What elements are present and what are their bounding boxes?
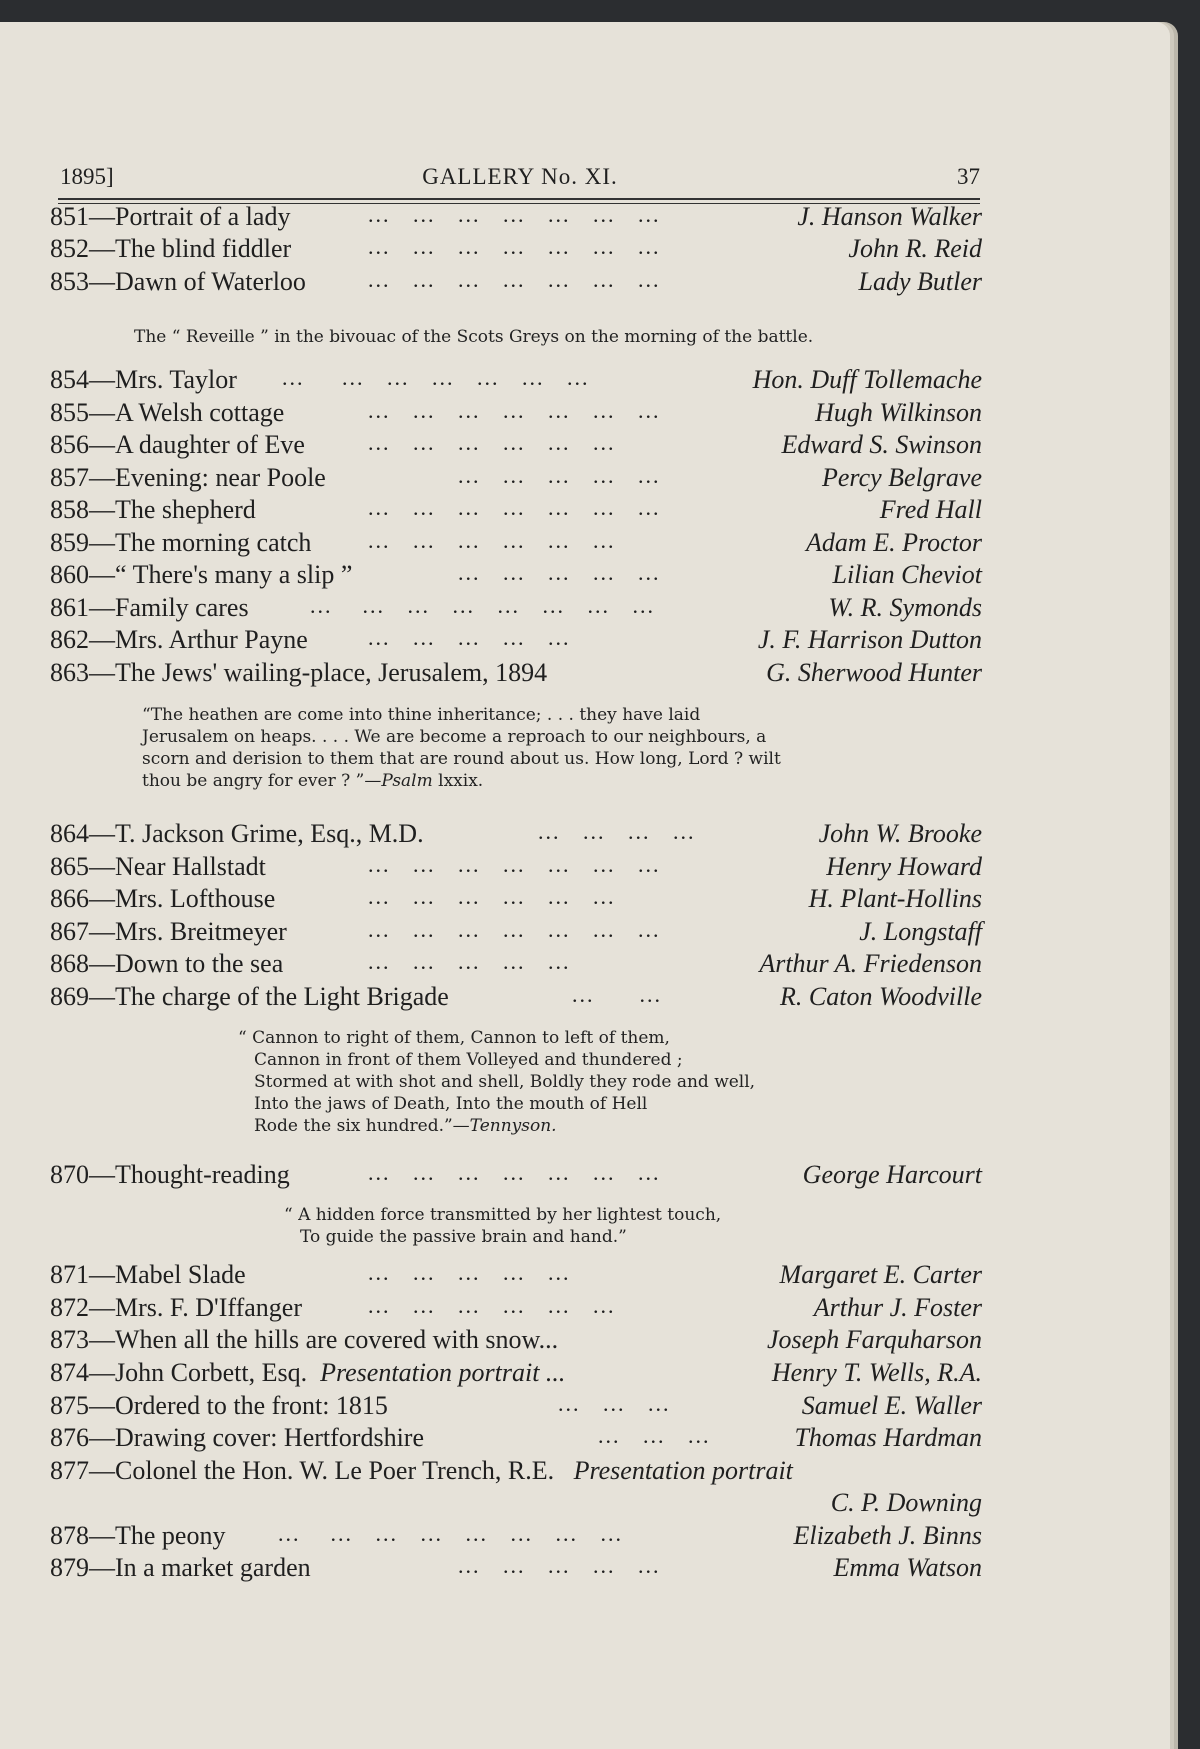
quote-line: Stormed at with shot and shell, Boldly they rode and well, (254, 1072, 756, 1092)
leader-dots: ... ... ... ... ... (368, 625, 571, 650)
entry-artist: J. F. Harrison Dutton (757, 625, 982, 654)
entry-artist: H. Plant-Hollins (808, 884, 982, 913)
leader-dots: ... ... ... (558, 1391, 671, 1416)
entry-artist: Arthur A. Friedenson (759, 949, 982, 978)
entry-artist: Fred Hall (879, 495, 982, 524)
entry-title: —Down to the sea (89, 949, 284, 978)
entry-title: —When all the hills are covered with snow... (89, 1325, 559, 1354)
entry-title: —Evening: near Poole (89, 463, 326, 492)
catalogue-entry (50, 852, 982, 884)
entry-title: —The morning catch (89, 528, 312, 557)
entry-artist: Adam E. Proctor (806, 528, 982, 557)
entry-number: 864 (50, 819, 89, 848)
catalogue-entry (50, 884, 982, 916)
leader-dots: ... ... ... ... ... (368, 949, 571, 974)
header-rule (58, 198, 980, 200)
catalogue-entry (50, 917, 982, 949)
entry-title: —Mrs. Lofthouse (89, 884, 276, 913)
catalogue-entry (50, 658, 982, 690)
entry-number: 853 (50, 267, 89, 296)
entry-artist: Henry Howard (826, 852, 982, 881)
catalogue-entry (50, 430, 982, 462)
entry-number: 871 (50, 1260, 89, 1289)
leader-dots: ... ... ... (598, 1423, 711, 1448)
entry-artist: J. Hanson Walker (797, 202, 982, 231)
entry-artist: Thomas Hardman (794, 1423, 982, 1452)
catalogue-page (0, 22, 1170, 1749)
leader-dots: ... ... ... ... ... ... ... (368, 398, 661, 423)
entry-artist: Joseph Farquharson (767, 1325, 982, 1354)
entry-artist: Percy Belgrave (822, 463, 982, 492)
entry-number: 856 (50, 430, 89, 459)
catalogue-entry-continued (50, 1488, 982, 1520)
leader-dots: ... ... ... ... ... (458, 1553, 661, 1578)
catalogue-entry (50, 365, 982, 397)
entry-title: —In a market garden (89, 1553, 311, 1582)
entry-number: 865 (50, 852, 89, 881)
entry-artist: Lady Butler (858, 267, 982, 296)
entry-title: —Mabel Slade (89, 1260, 246, 1289)
leader-dots: ... ... ... ... ... ... ... (282, 365, 590, 390)
entry-artist: W. R. Symonds (828, 593, 982, 622)
entry-number: 877 (50, 1456, 89, 1485)
entry-number: 851 (50, 202, 89, 231)
entry-title: —The shepherd (89, 495, 256, 524)
leader-dots: ... ... ... ... ... ... ... (368, 234, 661, 259)
leader-dots: ... ... ... ... ... ... ... (368, 917, 661, 942)
entry-artist: John W. Brooke (818, 819, 982, 848)
entry-quotation (142, 704, 781, 792)
entry-number: 863 (50, 658, 89, 687)
quote-line: thou be angry for ever ? ”—Psalm lxxix. (142, 771, 484, 791)
entry-artist: Hon. Duff Tollemache (752, 365, 982, 394)
catalogue-entry (50, 1325, 982, 1357)
catalogue-entry (50, 1293, 982, 1325)
quote-line: Jerusalem on heaps. . . . We are become a reproach to our neighbours, a (142, 727, 767, 747)
catalogue-entry (50, 1391, 982, 1423)
catalogue-entry (50, 1553, 982, 1585)
entry-title: —Near Hallstadt (89, 852, 266, 881)
entry-title: —A daughter of Eve (89, 430, 305, 459)
leader-dots: ... ... ... ... ... (368, 1260, 571, 1285)
entry-title: —Thought-reading (89, 1160, 290, 1189)
header-title: GALLERY No. XI. (422, 164, 618, 189)
entry-number: 860 (50, 560, 89, 589)
entry-title: —The peony (89, 1521, 226, 1550)
entry-artist: J. Longstaff (859, 917, 982, 946)
leader-dots: ... ... ... ... ... ... ... (368, 267, 661, 292)
entry-title: —The blind fiddler (89, 234, 292, 263)
entry-title: —Mrs. Breitmeyer (89, 917, 287, 946)
catalogue-entry (50, 1358, 982, 1390)
catalogue-entry (50, 593, 982, 625)
entry-number: 878 (50, 1521, 89, 1550)
entry-title: —The charge of the Light Brigade (89, 982, 449, 1011)
leader-dots: ... ... ... ... ... ... ... (368, 495, 661, 520)
leader-dots: ... ... (572, 982, 662, 1007)
entry-number: 869 (50, 982, 89, 1011)
quote-line: “ Cannon to right of them, Cannon to left of them, (238, 1028, 670, 1048)
entry-number: 855 (50, 398, 89, 427)
entry-quotation (284, 1204, 721, 1248)
entry-number: 858 (50, 495, 89, 524)
catalogue-entry (50, 267, 982, 299)
entry-title: —A Welsh cottage (89, 398, 285, 427)
entry-number: 859 (50, 528, 89, 557)
catalogue-entry (50, 949, 982, 981)
entry-number: 868 (50, 949, 89, 978)
entry-note: The “ Reveille ” in the bivouac of the Scots Greys on the morning of the battle. (134, 327, 814, 347)
entry-title: —Mrs. Arthur Payne (89, 625, 308, 654)
quote-line: Rode the six hundred.”—Tennyson. (254, 1116, 557, 1136)
entry-number: 870 (50, 1160, 89, 1189)
entry-title: —Mrs. Taylor (89, 365, 237, 394)
entry-artist: Margaret E. Carter (779, 1260, 982, 1289)
catalogue-entry (50, 528, 982, 560)
entry-number: 866 (50, 884, 89, 913)
quote-line: Into the jaws of Death, Into the mouth of Hell (254, 1094, 648, 1114)
entry-title: —Portrait of a lady (89, 202, 291, 231)
catalogue-entry (50, 1521, 982, 1553)
leader-dots: ... ... ... ... ... ... (368, 884, 616, 909)
entry-title: —Dawn of Waterloo (89, 267, 306, 296)
entry-number: 875 (50, 1391, 89, 1420)
entry-number: 852 (50, 234, 89, 263)
entry-qualifier: Presentation portrait (573, 1456, 793, 1485)
entry-artist: Hugh Wilkinson (815, 398, 982, 427)
leader-dots: ... ... ... ... (538, 819, 696, 844)
quote-reference: lxxix. (438, 771, 484, 791)
catalogue-entry (50, 495, 982, 527)
entry-qualifier: Presentation portrait ... (320, 1358, 566, 1387)
catalogue-entry (50, 819, 982, 851)
entry-number: 873 (50, 1325, 89, 1354)
entry-artist: R. Caton Woodville (780, 982, 982, 1011)
catalogue-entry (50, 463, 982, 495)
catalogue-entry (50, 234, 982, 266)
catalogue-entry (50, 202, 982, 234)
entry-number: 872 (50, 1293, 89, 1322)
catalogue-entry (50, 1160, 982, 1192)
entry-title: —T. Jackson Grime, Esq., M.D. (89, 819, 424, 848)
quote-line: scorn and derision to them that are round about us. How long, Lord ? wilt (142, 749, 781, 769)
entry-artist: Elizabeth J. Binns (793, 1521, 982, 1550)
entry-artist: George Harcourt (802, 1160, 982, 1189)
catalogue-entry (50, 560, 982, 592)
entry-title: —Colonel the Hon. W. Le Poer Trench, R.E. (89, 1456, 555, 1485)
quote-line: To guide the passive brain and hand.” (300, 1227, 627, 1247)
catalogue-entry (50, 398, 982, 430)
catalogue-entry (50, 1456, 982, 1488)
leader-dots: ... ... ... ... ... ... ... (368, 852, 661, 877)
leader-dots: ... ... ... ... ... ... ... (368, 1160, 661, 1185)
leader-dots: ... ... ... ... ... ... ... (368, 202, 661, 227)
leader-dots: ... ... ... ... ... ... (368, 1293, 616, 1318)
entry-number: 876 (50, 1423, 89, 1452)
entry-artist: C. P. Downing (830, 1488, 982, 1517)
quote-line: Cannon in front of them Volleyed and thundered ; (254, 1050, 683, 1070)
entry-title: —The Jews' wailing-place, Jerusalem, 1894 (89, 658, 548, 687)
entry-quotation (238, 1027, 755, 1137)
entry-artist: Lilian Cheviot (832, 560, 982, 589)
entry-number: 874 (50, 1358, 89, 1387)
entry-artist: Henry T. Wells, R.A. (771, 1358, 982, 1387)
page-number: 37 (957, 164, 980, 189)
entry-title: —Mrs. F. D'Iffanger (89, 1293, 302, 1322)
entry-title: —Drawing cover: Hertfordshire (89, 1423, 424, 1452)
entry-title: —Ordered to the front: 1815 (89, 1391, 388, 1420)
catalogue-entry (50, 625, 982, 657)
quote-source: Psalm (381, 771, 433, 791)
leader-dots: ... ... ... ... ... ... (368, 528, 616, 553)
entry-artist: Samuel E. Waller (801, 1391, 982, 1420)
entry-artist: Edward S. Swinson (781, 430, 982, 459)
entry-artist: G. Sherwood Hunter (766, 658, 982, 687)
running-header (60, 164, 980, 200)
entry-artist: Arthur J. Foster (813, 1293, 982, 1322)
leader-dots: ... ... ... ... ... (458, 463, 661, 488)
catalogue-entry (50, 1260, 982, 1292)
leader-dots: ... ... ... ... ... ... ... ... (278, 1521, 623, 1546)
catalogue-entry (50, 982, 982, 1014)
entry-number: 879 (50, 1553, 89, 1582)
quote-line: “ A hidden force transmitted by her lightest touch, (284, 1205, 722, 1225)
entry-title: —Family cares (89, 593, 249, 622)
entry-title: —John Corbett, Esq. (89, 1358, 308, 1387)
entry-artist: John R. Reid (848, 234, 982, 263)
entry-artist: Emma Watson (833, 1553, 982, 1582)
entry-number: 867 (50, 917, 89, 946)
entry-number: 861 (50, 593, 89, 622)
catalogue-entry (50, 1423, 982, 1455)
entry-title: —“ There's many a slip ” (89, 560, 353, 589)
header-year: 1895] (60, 164, 114, 189)
leader-dots: ... ... ... ... ... ... ... ... (310, 593, 655, 618)
leader-dots: ... ... ... ... ... ... (368, 430, 616, 455)
leader-dots: ... ... ... ... ... (458, 560, 661, 585)
quote-line: “The heathen are come into thine inheritance; . . . they have laid (142, 705, 701, 725)
entry-number: 857 (50, 463, 89, 492)
entry-number: 862 (50, 625, 89, 654)
quote-source: Tennyson. (469, 1116, 557, 1136)
entry-number: 854 (50, 365, 89, 394)
